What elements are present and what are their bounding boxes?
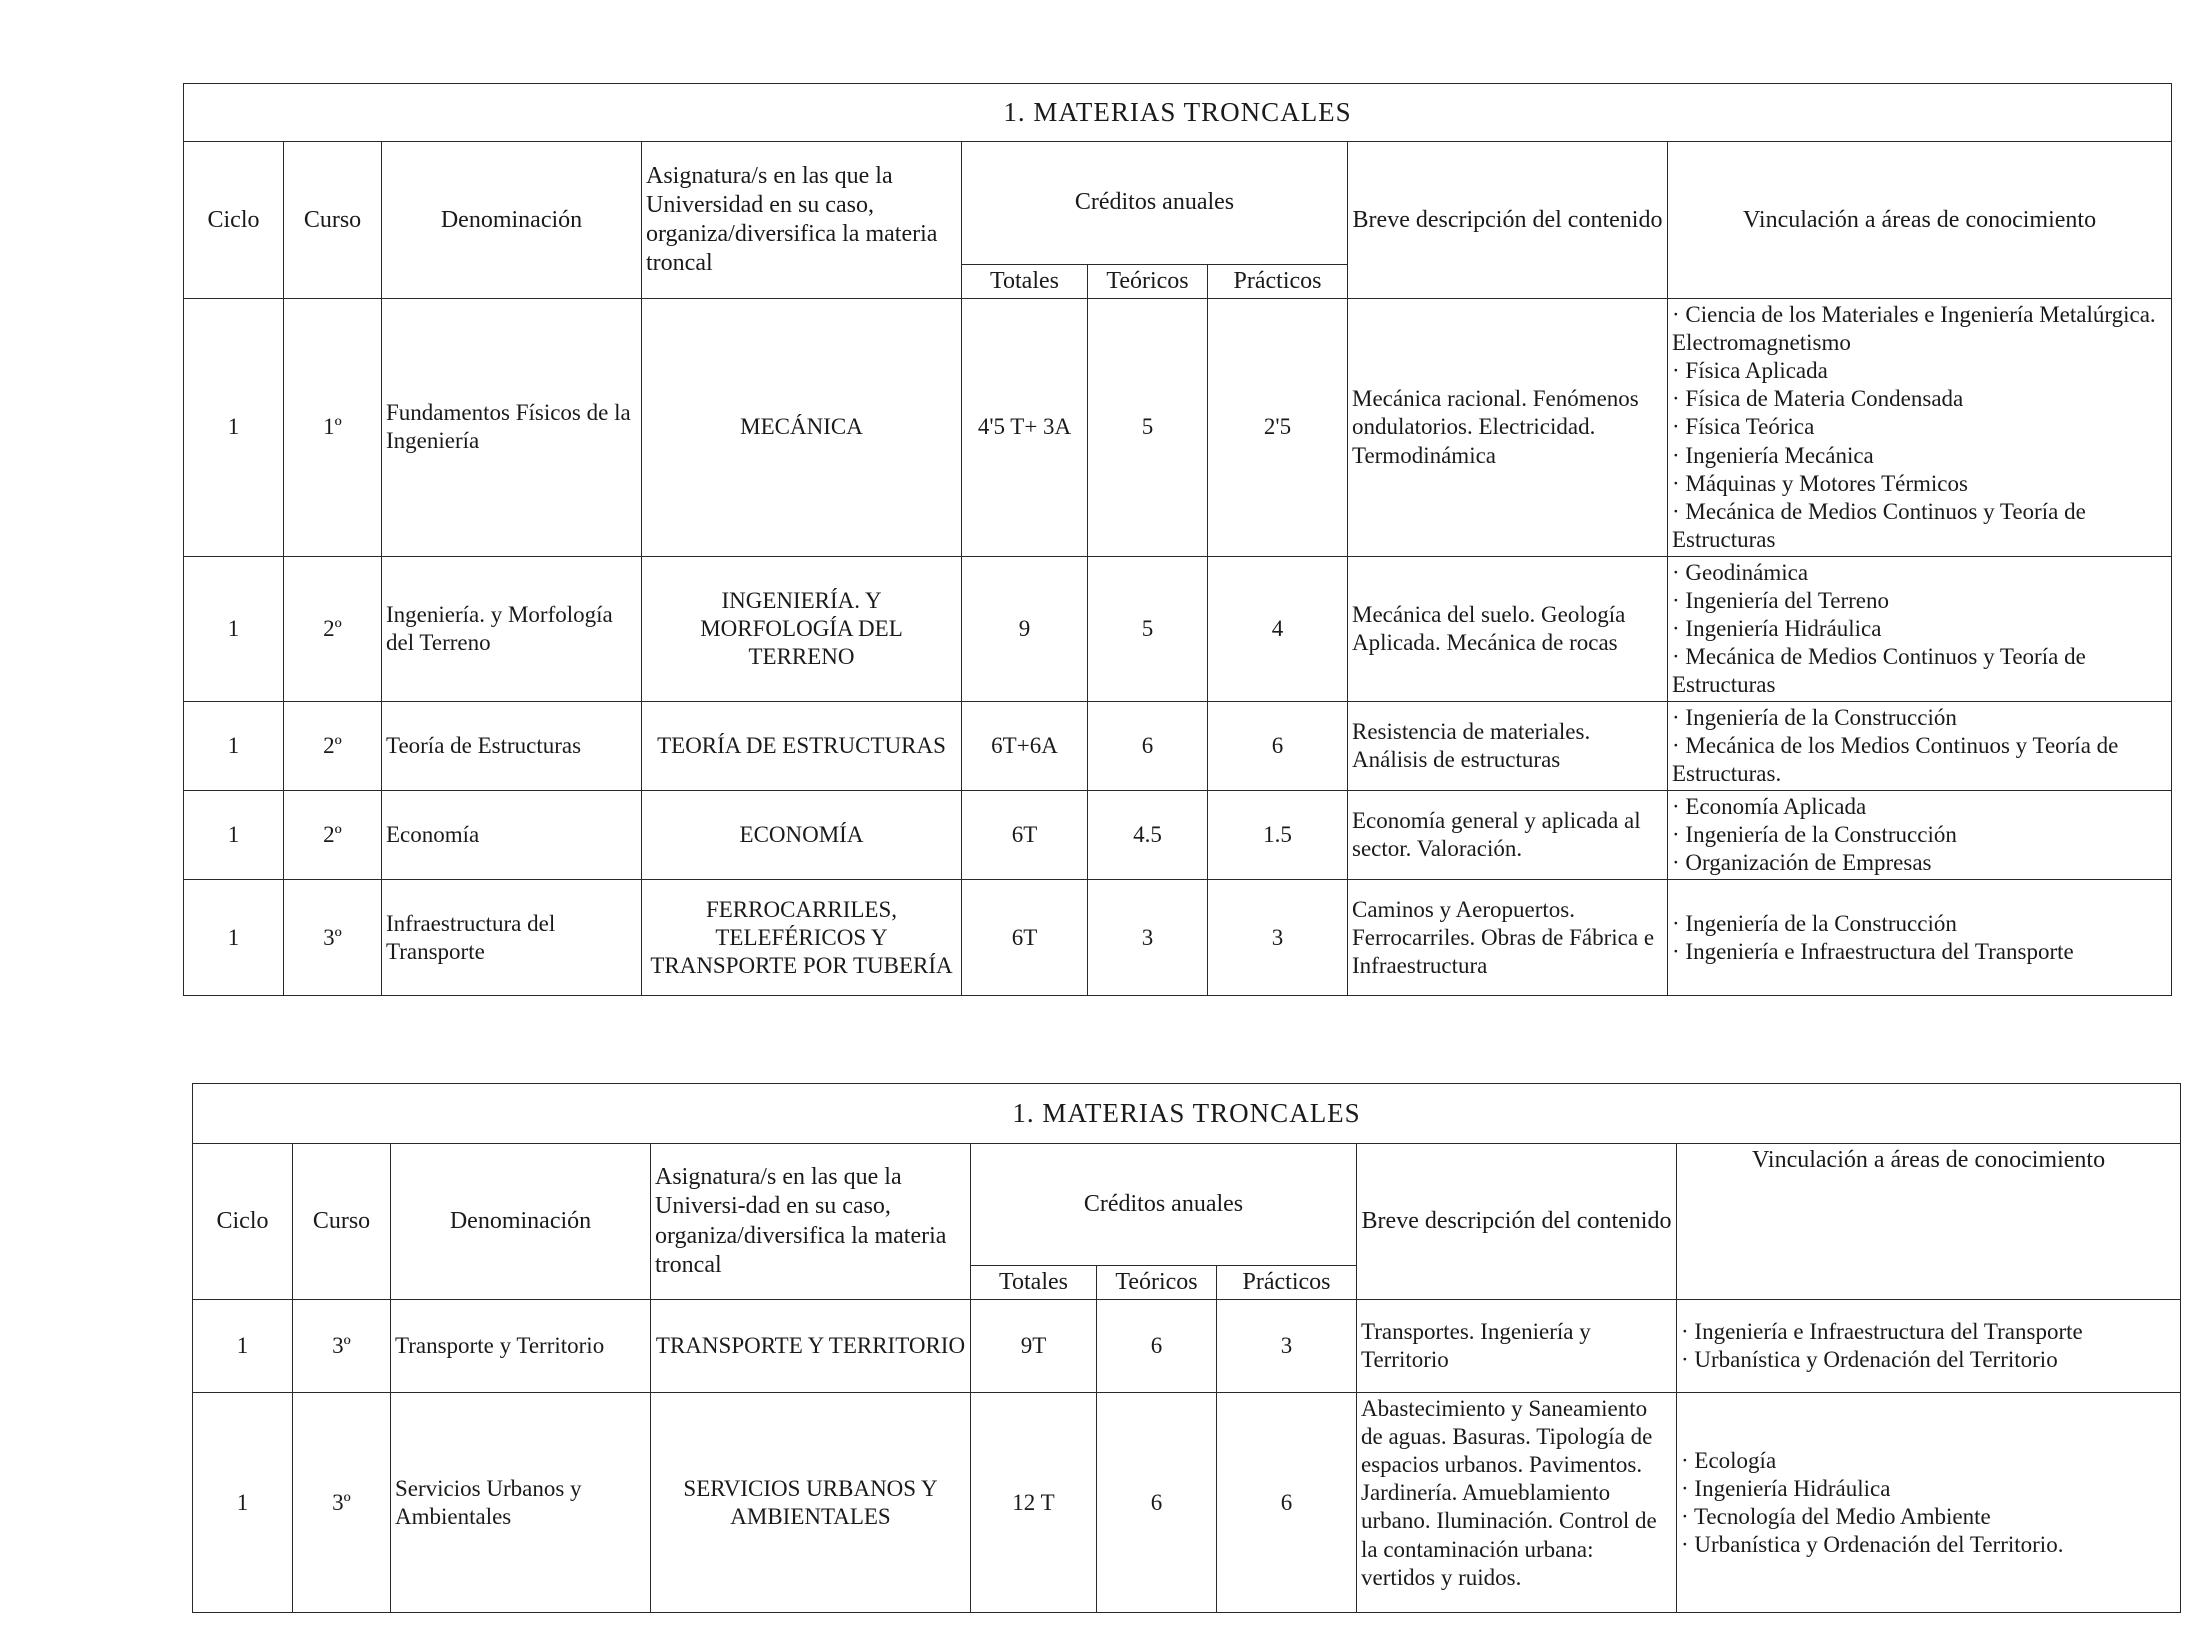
cell-totales: 6T+6A: [962, 701, 1088, 790]
cell-practicos: 1.5: [1208, 791, 1348, 880]
header-asignatura: Asignatura/s en las que la Universidad en su caso, organiza/diversifica la materia troncal: [642, 142, 962, 299]
cell-asignatura: INGENIERÍA. Y MORFOLOGÍA DEL TERRENO: [642, 556, 962, 701]
cell-denominacion: Transporte y Territorio: [391, 1300, 651, 1393]
cell-areas: [1677, 1393, 2181, 1613]
cell-asignatura: ECONOMÍA: [642, 791, 962, 880]
cell-curso: 3º: [293, 1393, 391, 1613]
cell-totales: 12 T: [971, 1393, 1097, 1613]
area-item: · Ingeniería e Infraestructura del Transporte: [1681, 1319, 2083, 1345]
header-creditos-anuales: Créditos anuales: [971, 1144, 1357, 1266]
header-totales: Totales: [962, 265, 1088, 299]
table-row: [193, 1300, 2181, 1393]
cell-teoricos: 3: [1088, 880, 1208, 996]
cell-areas: [1668, 299, 2172, 556]
table-row: [184, 791, 2172, 880]
cell-asignatura: MECÁNICA: [642, 299, 962, 556]
area-item: · Ingeniería de la Construcción: [1672, 704, 1957, 730]
cell-ciclo: 1: [184, 880, 284, 996]
cell-totales: 6T: [962, 880, 1088, 996]
area-item: · Urbanística y Ordenación del Territorio: [1681, 1347, 2058, 1373]
cell-areas: [1668, 791, 2172, 880]
cell-curso: 3º: [284, 880, 382, 996]
cell-curso: 2º: [284, 791, 382, 880]
cell-teoricos: 5: [1088, 299, 1208, 556]
cell-teoricos: 4.5: [1088, 791, 1208, 880]
area-item: · Urbanística y Ordenación del Territorio.: [1681, 1531, 2064, 1557]
area-item: · Ingeniería e Infraestructura del Transporte: [1672, 938, 2074, 964]
cell-ciclo: 1: [184, 791, 284, 880]
cell-practicos: 6: [1217, 1393, 1357, 1613]
area-item: · Física Teórica: [1672, 414, 1815, 440]
cell-curso: 1º: [284, 299, 382, 556]
cell-descripcion: Transportes. Ingeniería y Territorio: [1357, 1300, 1677, 1393]
header-curso: Curso: [293, 1144, 391, 1300]
cell-ciclo: 1: [184, 701, 284, 790]
cell-curso: 2º: [284, 556, 382, 701]
cell-teoricos: 6: [1088, 701, 1208, 790]
area-item: · Física de Materia Condensada: [1672, 386, 1964, 412]
header-denominacion: Denominación: [382, 142, 642, 299]
header-totales: Totales: [971, 1266, 1097, 1300]
table-row: [184, 299, 2172, 556]
header-asignatura: Asignatura/s en las que la Universi-dad en su caso, organiza/diversifica la materia troncal: [651, 1144, 971, 1300]
table-title: 1. MATERIAS TRONCALES: [184, 84, 2172, 142]
cell-areas: [1668, 556, 2172, 701]
table-title: 1. MATERIAS TRONCALES: [193, 1084, 2181, 1144]
area-item: · Ingeniería de la Construcción: [1672, 822, 1957, 848]
cell-descripcion: Resistencia de materiales. Análisis de estructuras: [1348, 701, 1668, 790]
cell-curso: 2º: [284, 701, 382, 790]
header-ciclo: Ciclo: [193, 1144, 293, 1300]
header-creditos-anuales: Créditos anuales: [962, 142, 1348, 265]
header-teoricos: Teóricos: [1088, 265, 1208, 299]
header-descripcion: Breve descripción del contenido: [1348, 142, 1668, 299]
header-teoricos: Teóricos: [1097, 1266, 1217, 1300]
table-row: [193, 1393, 2181, 1613]
header-curso: Curso: [284, 142, 382, 299]
cell-asignatura: FERROCARRILES, TELEFÉRICOS Y TRANSPORTE POR TUBERÍA: [642, 880, 962, 996]
area-item: · Ingeniería Mecánica: [1672, 442, 1874, 468]
table-row: [184, 880, 2172, 996]
area-item: · Ingeniería Hidráulica: [1681, 1475, 1891, 1501]
cell-ciclo: 1: [184, 556, 284, 701]
header-vinculacion: Vinculación a áreas de conocimiento: [1668, 142, 2172, 299]
materias-troncales-table-1: [183, 83, 2172, 996]
cell-teoricos: 6: [1097, 1393, 1217, 1613]
cell-descripcion: Economía general y aplicada al sector. Valoración.: [1348, 791, 1668, 880]
cell-practicos: 6: [1208, 701, 1348, 790]
cell-denominacion: Infraestructura del Transporte: [382, 880, 642, 996]
cell-ciclo: 1: [184, 299, 284, 556]
cell-practicos: 3: [1217, 1300, 1357, 1393]
cell-totales: 6T: [962, 791, 1088, 880]
materias-troncales-table-2: [192, 1083, 2181, 1613]
cell-descripcion: Mecánica del suelo. Geología Aplicada. Mecánica de rocas: [1348, 556, 1668, 701]
header-ciclo: Ciclo: [184, 142, 284, 299]
area-item: · Mecánica de Medios Continuos y Teoría de Estructuras: [1672, 643, 2086, 697]
area-item: · Organización de Empresas: [1672, 850, 1932, 876]
cell-denominacion: Teoría de Estructuras: [382, 701, 642, 790]
cell-totales: 9: [962, 556, 1088, 701]
cell-totales: 9T: [971, 1300, 1097, 1393]
header-vinculacion: Vinculación a áreas de conocimiento: [1677, 1144, 2181, 1300]
cell-areas: [1677, 1300, 2181, 1393]
header-practicos: Prácticos: [1217, 1266, 1357, 1300]
cell-asignatura: TRANSPORTE Y TERRITORIO: [651, 1300, 971, 1393]
cell-denominacion: Servicios Urbanos y Ambientales: [391, 1393, 651, 1613]
cell-descripcion: Caminos y Aeropuertos. Ferrocarriles. Obras de Fábrica e Infraestructura: [1348, 880, 1668, 996]
cell-denominacion: Economía: [382, 791, 642, 880]
cell-practicos: 3: [1208, 880, 1348, 996]
cell-denominacion: Ingeniería. y Morfología del Terreno: [382, 556, 642, 701]
header-descripcion: Breve descripción del contenido: [1357, 1144, 1677, 1300]
area-item: · Mecánica de los Medios Continuos y Teoría de Estructuras.: [1672, 732, 2119, 787]
area-item: · Geodinámica: [1672, 559, 1809, 585]
area-item: · Ingeniería del Terreno: [1672, 587, 1889, 613]
cell-descripcion: Abastecimiento y Saneamiento de aguas. Basuras. Tipología de espacios urbanos. Pavimentos. Jardinería. Amueblamiento urbano. Iluminación. Control de la contaminación urbana: vertidos y ruidos.: [1357, 1393, 1677, 1613]
area-item: · Ciencia de los Materiales e Ingeniería Metalúrgica. Electromagnetismo: [1672, 302, 2156, 356]
area-item: · Tecnología del Medio Ambiente: [1681, 1503, 1991, 1529]
cell-areas: [1668, 701, 2172, 790]
area-item: · Ingeniería Hidráulica: [1672, 615, 1882, 641]
area-item: · Mecánica de Medios Continuos y Teoría de Estructuras: [1672, 498, 2086, 552]
cell-practicos: 2'5: [1208, 299, 1348, 556]
area-item: · Ecología: [1681, 1447, 1777, 1473]
table-row: [184, 701, 2172, 790]
header-denominacion: Denominación: [391, 1144, 651, 1300]
area-item: · Economía Aplicada: [1672, 794, 1867, 820]
cell-curso: 3º: [293, 1300, 391, 1393]
area-item: · Física Aplicada: [1672, 358, 1828, 384]
cell-denominacion: Fundamentos Físicos de la Ingeniería: [382, 299, 642, 556]
cell-totales: 4'5 T+ 3A: [962, 299, 1088, 556]
cell-teoricos: 5: [1088, 556, 1208, 701]
table-row: [184, 556, 2172, 701]
cell-areas: [1668, 880, 2172, 996]
cell-ciclo: 1: [193, 1393, 293, 1613]
cell-practicos: 4: [1208, 556, 1348, 701]
header-practicos: Prácticos: [1208, 265, 1348, 299]
cell-asignatura: TEORÍA DE ESTRUCTURAS: [642, 701, 962, 790]
cell-descripcion: Mecánica racional. Fenómenos ondulatorios. Electricidad. Termodinámica: [1348, 299, 1668, 556]
cell-teoricos: 6: [1097, 1300, 1217, 1393]
cell-asignatura: SERVICIOS URBANOS Y AMBIENTALES: [651, 1393, 971, 1613]
cell-ciclo: 1: [193, 1300, 293, 1393]
area-item: · Máquinas y Motores Térmicos: [1672, 470, 1968, 496]
area-item: · Ingeniería de la Construcción: [1672, 910, 1957, 936]
